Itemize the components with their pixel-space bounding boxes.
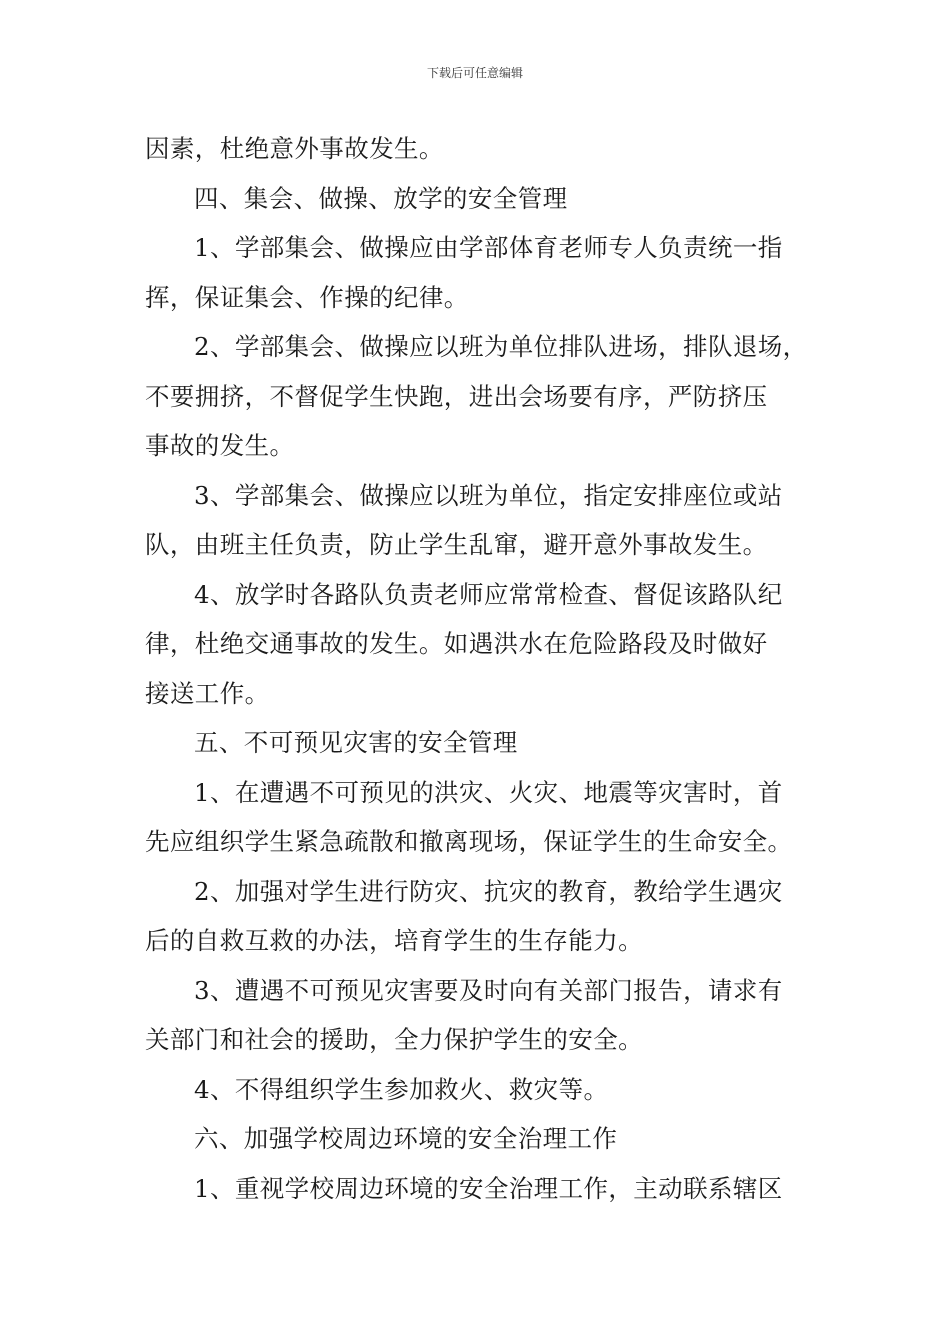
text-line: 1、在遭遇不可预见的洪灾、火灾、地震等灾害时，首 [194,777,783,807]
text-line: 队，由班主任负责，防止学生乱窜，避开意外事故发生。 [145,530,768,559]
text-line: 挥，保证集会、作操的纪律。 [145,282,469,312]
text-line: 3、遭遇不可预见灾害要及时向有关部门报告，请求有 [194,975,783,1005]
page-header: 下载后可任意编辑 [426,66,523,80]
text-line: 关部门和社会的援助，全力保护学生的安全。 [145,1025,643,1054]
text-line: 因素，杜绝意外事故发生。 [145,134,444,163]
section-heading: 五、不可预见灾害的安全管理 [194,728,518,757]
text-line: 接送工作。 [145,678,270,708]
text-line: 律，杜绝交通事故的发生。如遇洪水在危险路段及时做好 [145,629,768,658]
text-line: 事故的发生。 [145,431,295,460]
section-heading: 六、加强学校周边环境的安全治理工作 [194,1124,618,1153]
section-heading: 四、集会、做操、放学的安全管理 [194,183,568,213]
text-line: 1、学部集会、做操应由学部体育老师专人负责统一指 [194,233,783,262]
text-line: 4、不得组织学生参加救火、救灾等。 [194,1074,609,1104]
text-line: 3、学部集会、做操应以班为单位，指定安排座位或站 [194,480,783,510]
text-line: 后的自救互救的办法，培育学生的生存能力。 [145,926,643,955]
text-line: 2、加强对学生进行防灾、抗灾的教育，教给学生遇灾 [194,876,783,906]
document-body [145,124,810,1213]
text-line: 4、放学时各路队负责老师应常常检查、督促该路队纪 [194,579,783,609]
text-line: 先应组织学生紧急疏散和撤离现场，保证学生的生命安全。 [145,827,793,856]
text-line: 不要拥挤，不督促学生快跑，进出会场要有序，严防挤压 [145,381,768,411]
text-line: 2、学部集会、做操应以班为单位排队进场，排队退场， [194,332,808,361]
text-line: 1、重视学校周边环境的安全治理工作，主动联系辖区 [194,1173,783,1203]
